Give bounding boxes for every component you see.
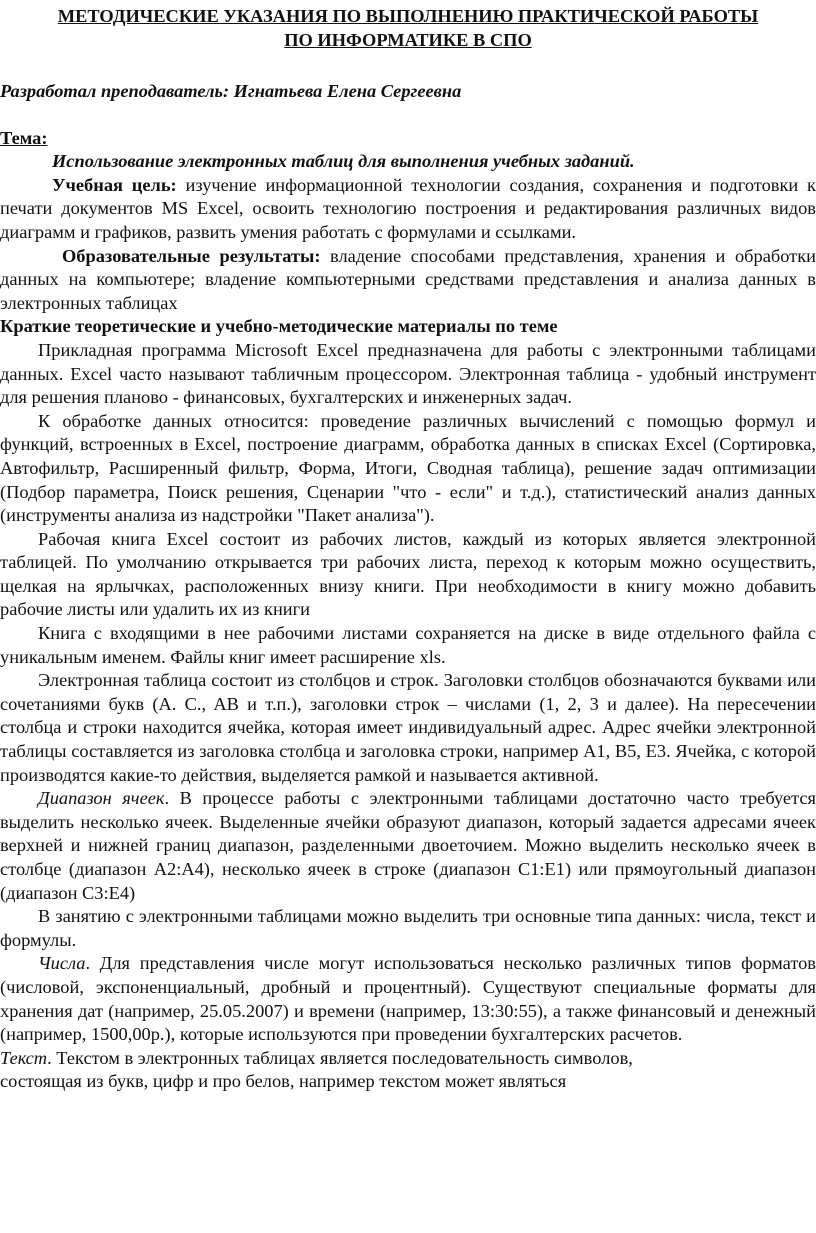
paragraph-3: Рабочая книга Excel состоит из рабочих листов, каждый из которых является электронной таблицей. По умолчанию открывается три рабочих листа, переход к которым можно осуществить, щелкая на ярлычках, расположенных внизу книги. При необходимости в книгу можно добавить рабочие листы или удалить их из книги xyxy=(0,528,816,620)
text-text: . Текстом в электронных таблицах является последовательность символов, xyxy=(47,1047,633,1068)
paragraph-4: Книга с входящими в нее рабочими листами сохраняется на диске в виде отдельного файла с уникальным именем. Файлы книг имеет расширение xls. xyxy=(0,623,816,667)
paragraph-6 xyxy=(0,787,816,905)
paragraph-5: Электронная таблица состоит из столбцов и строк. Заголовки столбцов обозначаются буквами или сочетаниями букв (A. C., AB и т.п.), заголовки строк – числами (1, 2, 3 и далее). На пересечении столбца и строки находится ячейка, которая имеет индивидуальный адрес. Адрес ячейки электронной таблицы составляется из заголовка столбца и заголовка строки, например A1, B5, E3. Ячейка, с которой производятся какие-то действия, выделяется рамкой и называется активной. xyxy=(0,670,816,785)
paragraph-9-line-2: состоящая из букв, цифр и про белов, например текстом может являться xyxy=(0,1071,567,1092)
range-text: . В процессе работы с электронными таблицами достаточно часто требуется выделить несколько ячеек. Выделенные ячейки образуют диапазон, который задается адресами ячеек верхней и нижней границ диапазон, разделенными двоеточием. Можно выделить несколько ячеек в столбце (диапазон A2:A4), несколько ячеек в строке (диапазон C1:E1) или прямоугольный диапазон (диапазон C3:E4) xyxy=(0,788,816,903)
goal-paragraph xyxy=(0,174,816,245)
author-line: Разработал преподаватель: Игнатьева Елена Сергеевна xyxy=(0,81,462,101)
paragraph-2: К обработке данных относится: проведение различных вычислений с помощью формул и функций, встроенных в Excel, построение диаграмм, обработка данных в списках Excel (Сортировка, Автофильтр, Расширенный фильтр, Форма, Итоги, Сводная таблица), решение задач оптимизации (Подбор параметра, Поиск решения, Сценарии "что - если" и т.д.), статистический анализ данных (инструменты анализа из надстройки "Пакет анализа"). xyxy=(0,410,816,526)
theme-label: Тема: xyxy=(0,127,48,148)
results-paragraph xyxy=(0,245,816,316)
paragraph-9 xyxy=(0,1047,816,1071)
goal-label: Учебная цель: xyxy=(52,174,177,195)
results-label: Образовательные результаты: xyxy=(62,245,321,266)
results-text: владение способами представления, хранения и обработки данных на компьютере; владение компьютерными средствами представления и анализа данных в электронных таблицах xyxy=(0,245,816,313)
title-line-2: ПО ИНФОРМАТИКЕ В СПО xyxy=(284,30,532,50)
theme-text: Использование электронных таблиц для выполнения учебных заданий. xyxy=(52,151,635,172)
paragraph-7: В занятию с электронными таблицами можно выделить три основные типа данных: числа, текст и формулы. xyxy=(0,906,816,950)
paragraph-1: Прикладная программа Microsoft Excel предназначена для работы с электронными таблицами данных. Excel часто называют табличным процессором. Электронная таблица - удобный инструмент для решения планово - финансовых, бухгалтерских и инженерных задач. xyxy=(0,339,816,408)
numbers-text: . Для представления числе могут использоваться несколько различных типов форматов (числовой, экспоненциальный, дробный и процентный). Существуют специальные форматы для хранения дат (например, 25.05.2007) и времени (например, 13:30:55), а также финансовый и денежный (например, 1500,00р.), которые используются при проведении бухгалтерских расчетов. xyxy=(0,953,816,1045)
paragraph-8 xyxy=(0,952,816,1046)
goal-text: изучение информационной технологии создания, сохранения и подготовки к печати документов MS Excel, освоить технологию построения и редактирования различных видов диаграмм и графиков, развить умения работать с формулами и ссылками. xyxy=(0,174,816,242)
range-term: Диапазон ячеек xyxy=(38,788,165,809)
document-title xyxy=(0,0,816,52)
title-line-1: МЕТОДИЧЕСКИЕ УКАЗАНИЯ ПО ВЫПОЛНЕНИЮ ПРАКТИЧЕСКОЙ РАБОТЫ xyxy=(57,6,759,26)
section-heading: Краткие теоретические и учебно-методические материалы по теме xyxy=(0,316,558,337)
numbers-term: Числа xyxy=(38,953,86,974)
text-term: Текст xyxy=(0,1047,48,1068)
